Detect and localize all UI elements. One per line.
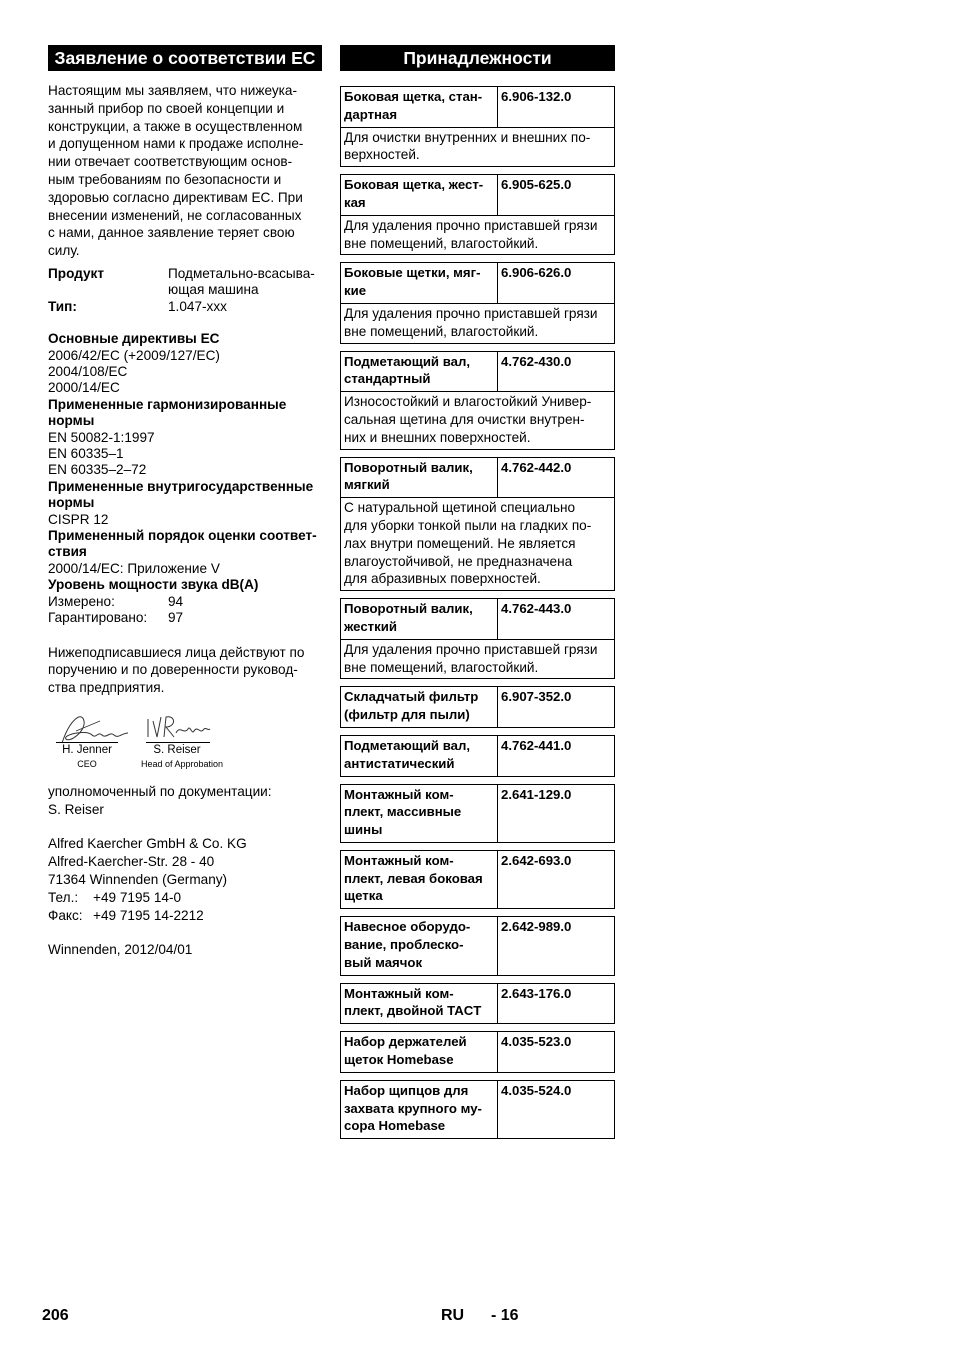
undersigned-line: поручению и по доверенности руковод- xyxy=(48,662,298,678)
national-heading-2: нормы xyxy=(48,495,95,511)
harmonized-item: EN 50082-1:1997 xyxy=(48,429,155,445)
intro-line: внесении изменений, не согласованных xyxy=(48,207,302,223)
intro-line: ным требованиям по безопасности и xyxy=(48,171,282,187)
accessory-description-line: влагоустойчивой, не предназначена xyxy=(344,553,573,569)
intro-line: с нами, данное заявление теряет свою xyxy=(48,225,295,241)
accessory-item xyxy=(340,784,615,843)
accessory-description xyxy=(341,215,614,255)
measured-value: 94 xyxy=(168,593,184,609)
accessory-name xyxy=(341,458,498,498)
undersigned-text xyxy=(48,644,334,697)
accessory-item xyxy=(340,735,615,777)
section-page: - 16 xyxy=(491,1307,519,1324)
intro-line: силу. xyxy=(48,243,80,259)
company-line: Alfred-Kaercher-Str. 28 - 40 xyxy=(48,854,215,870)
accessory-name-line: Монтажный ком- xyxy=(344,852,454,868)
accessory-description-line: вне помещений, влагостойкий. xyxy=(344,323,539,339)
directives-heading: Основные директивы ЕС xyxy=(48,331,220,347)
accessory-item xyxy=(340,850,615,909)
accessory-name-line: (фильтр для пыли) xyxy=(344,707,470,723)
accessory-description-line: лах внутри помещений. Не является xyxy=(344,535,576,551)
procedure-heading: Примененный порядок оценки соответ- xyxy=(48,528,317,544)
intro-line: нии отвечает соответствующим основ- xyxy=(48,154,293,170)
fax-label: Факс: xyxy=(48,907,83,923)
accessory-item xyxy=(340,598,615,679)
measured-row xyxy=(48,594,334,610)
accessory-description-line: сальная щетина для очистки внутрен- xyxy=(344,411,585,427)
company-line: 71364 Winnenden (Germany) xyxy=(48,872,228,888)
guaranteed-label: Гарантировано: xyxy=(48,610,148,626)
accessory-description-line: верхностей. xyxy=(344,147,420,163)
accessory-name xyxy=(341,917,498,974)
signer2-role: Head of Approbation xyxy=(140,758,224,769)
accessory-name-line: Подметающий вал, xyxy=(344,353,471,369)
language-code: RU xyxy=(441,1307,465,1324)
accessory-name-line: Боковая щетка, стан- xyxy=(344,89,483,104)
accessory-description xyxy=(341,127,614,167)
accessory-part-number: 6.906-132.0 xyxy=(501,89,572,104)
product-block xyxy=(48,266,334,315)
accessory-name-line: Монтажный ком- xyxy=(344,786,454,802)
fax-value: +49 7195 14-2212 xyxy=(93,907,204,923)
accessory-part-number: 6.906-626.0 xyxy=(501,265,572,281)
accessory-description xyxy=(341,497,614,590)
accessory-item xyxy=(340,916,615,975)
accessory-name-line: захвата крупного му- xyxy=(344,1100,482,1116)
directive-item: 2000/14/EC xyxy=(48,380,120,396)
accessory-name-line: Набор щипцов для xyxy=(344,1082,469,1098)
accessory-name xyxy=(341,87,498,127)
harmonized-heading-2: нормы xyxy=(48,413,95,429)
procedure-item: 2000/14/EC: Приложение V xyxy=(48,560,220,576)
accessory-name-line: плект, массивные xyxy=(344,804,462,820)
directive-item: 2004/108/EC xyxy=(48,364,128,379)
declaration-intro xyxy=(48,82,334,260)
accessories-list xyxy=(340,86,615,1139)
product-label: Продукт xyxy=(48,265,105,281)
accessory-name-line: мягкий xyxy=(344,477,390,493)
accessory-description-line: Для удаления прочно приставшей грязи xyxy=(344,305,598,321)
accessory-part-number: 6.907-352.0 xyxy=(501,689,572,705)
accessory-description xyxy=(341,391,614,448)
accessory-item xyxy=(340,174,615,255)
procedure-heading-2: ствия xyxy=(48,544,87,560)
accessories-title: Принадлежности xyxy=(340,45,615,71)
accessory-description-line: Износостойкий и влагостойкий Универ- xyxy=(344,394,592,410)
accessory-name-line: жесткий xyxy=(344,618,397,634)
intro-line: здоровью согласно директивам ЕС. При xyxy=(48,189,303,205)
accessory-description-line: для уборки тонкой пыли на гладких по- xyxy=(344,517,592,533)
intro-line: конструкции, а также в осуществленном xyxy=(48,118,303,134)
accessory-part-number: 2.641-129.0 xyxy=(501,786,572,802)
directives-block xyxy=(48,331,334,626)
accessory-part-number: 2.642-989.0 xyxy=(501,919,572,935)
accessory-description-line: С натуральной щетиной специально xyxy=(344,500,576,516)
accessory-name-line: сора Homebase xyxy=(344,1118,446,1134)
accessory-name-line: шины xyxy=(344,822,383,838)
accessory-name-line: Поворотный валик, xyxy=(344,601,473,617)
signer2-name: S. Reiser xyxy=(153,743,201,756)
intro-line: занный прибор по своей концепции и xyxy=(48,100,285,116)
accessory-part-number: 4.762-442.0 xyxy=(501,459,572,475)
product-value-2: ющая машина xyxy=(168,282,259,298)
product-value-1: Подметально-всасыва- xyxy=(168,265,315,281)
accessory-name xyxy=(341,352,498,392)
accessory-part-number: 6.905-625.0 xyxy=(501,177,572,193)
accessory-name xyxy=(341,984,498,1024)
accessory-item xyxy=(340,351,615,450)
authorized-block xyxy=(48,783,334,819)
accessory-name-line: антистатический xyxy=(344,755,455,771)
measured-label: Измерено: xyxy=(48,593,115,609)
accessory-description-line: Для очистки внутренних и внешних по- xyxy=(344,129,591,145)
accessory-part-number: 2.642-693.0 xyxy=(501,852,572,868)
tel-label: Тел.: xyxy=(48,889,79,905)
accessory-name-line: плект, левая боковая xyxy=(344,870,483,886)
accessory-name-line: кие xyxy=(344,283,367,299)
accessory-name-line: Навесное оборудо- xyxy=(344,919,471,935)
accessory-name-line: вание, проблеско- xyxy=(344,937,464,953)
accessory-name xyxy=(341,687,498,727)
harmonized-item: EN 60335–1 xyxy=(48,446,124,462)
declaration-column xyxy=(48,45,334,959)
intro-line: и допущенном нами к продаже исполне- xyxy=(48,136,304,152)
accessory-name-line: плект, двойной TACT xyxy=(344,1003,482,1019)
place-date: Winnenden, 2012/04/01 xyxy=(48,942,193,958)
accessory-part-number: 4.762-441.0 xyxy=(501,737,572,753)
signatures xyxy=(48,709,334,773)
accessory-name xyxy=(341,599,498,639)
accessory-item xyxy=(340,1080,615,1139)
authorized-name: S. Reiser xyxy=(48,801,104,817)
type-row xyxy=(48,299,334,315)
signature-reiser xyxy=(144,711,214,745)
accessory-item xyxy=(340,457,615,592)
company-line: Alfred Kaercher GmbH & Co. KG xyxy=(48,836,247,852)
signature-line-2 xyxy=(146,742,210,743)
declaration-title: Заявление о соответствии ЕС xyxy=(48,45,322,71)
accessory-name-line: щетка xyxy=(344,888,383,904)
harmonized-heading: Примененные гармонизированные xyxy=(48,396,287,412)
accessory-name-line: Набор держателей xyxy=(344,1034,467,1050)
accessory-name xyxy=(341,175,498,215)
signer1-name: H. Jenner xyxy=(62,743,112,756)
authorized-label: уполномоченный по документации: xyxy=(48,783,272,799)
accessory-part-number: 4.762-443.0 xyxy=(501,601,572,617)
accessory-name-line: Подметающий вал, xyxy=(344,737,471,753)
accessory-description-line: них и внешних поверхностей. xyxy=(344,429,531,445)
accessories-column xyxy=(340,45,615,1146)
guaranteed-row xyxy=(48,610,334,626)
guaranteed-value: 97 xyxy=(168,610,184,626)
accessory-description xyxy=(341,639,614,679)
tel-line xyxy=(48,889,334,907)
national-item: CISPR 12 xyxy=(48,511,109,527)
signature-line-1 xyxy=(56,742,118,743)
accessory-item xyxy=(340,262,615,343)
accessory-description-line: Для удаления прочно приставшей грязи xyxy=(344,641,598,657)
page-number: 206 xyxy=(42,1307,69,1324)
undersigned-line: ства предприятия. xyxy=(48,680,165,696)
undersigned-line: Нижеподписавшиеся лица действуют по xyxy=(48,644,305,660)
accessory-item xyxy=(340,983,615,1025)
accessory-item xyxy=(340,86,615,167)
accessory-part-number: 4.035-524.0 xyxy=(501,1082,572,1098)
accessory-item xyxy=(340,686,615,728)
accessory-description-line: для абразивных поверхностей. xyxy=(344,571,541,587)
accessory-name-line: вый маячок xyxy=(344,954,423,970)
intro-line: Настоящим мы заявляем, что нижеука- xyxy=(48,83,298,98)
accessory-name xyxy=(341,736,498,776)
accessory-name-line: Боковые щетки, мяг- xyxy=(344,265,481,281)
accessory-part-number: 4.762-430.0 xyxy=(501,353,572,369)
accessory-name-line: Складчатый фильтр xyxy=(344,689,479,705)
accessory-name xyxy=(341,1032,498,1072)
accessory-name xyxy=(341,263,498,303)
accessory-name-line: кая xyxy=(344,194,366,210)
accessory-name xyxy=(341,785,498,842)
accessory-description-line: Для удаления прочно приставшей грязи xyxy=(344,217,598,233)
accessory-name-line: стандартный xyxy=(344,371,431,387)
accessory-part-number: 4.035-523.0 xyxy=(501,1034,572,1050)
fax-line xyxy=(48,907,334,925)
directive-item: 2006/42/EC (+2009/127/EC) xyxy=(48,347,220,363)
national-heading: Примененные внутригосударственные xyxy=(48,478,314,494)
accessory-name-line: Монтажный ком- xyxy=(344,985,454,1001)
accessory-name-line: Поворотный валик, xyxy=(344,459,473,475)
harmonized-item: EN 60335–2–72 xyxy=(48,462,147,478)
company-block xyxy=(48,835,334,924)
accessory-description-line: вне помещений, влагостойкий. xyxy=(344,235,539,251)
accessory-name xyxy=(341,851,498,908)
type-value: 1.047-xxx xyxy=(168,298,227,314)
accessory-name xyxy=(341,1081,498,1138)
accessory-item xyxy=(340,1031,615,1073)
accessory-name-line: Боковая щетка, жест- xyxy=(344,177,484,193)
signer1-role: CEO xyxy=(77,758,97,769)
accessory-part-number: 2.643-176.0 xyxy=(501,985,572,1001)
sound-heading: Уровень мощности звука dB(A) xyxy=(48,577,259,593)
accessory-description-line: вне помещений, влагостойкий. xyxy=(344,659,539,675)
accessory-name-line: дартная xyxy=(344,106,398,122)
tel-value: +49 7195 14-0 xyxy=(93,889,182,905)
product-row xyxy=(48,266,334,299)
accessory-name-line: щеток Homebase xyxy=(344,1052,454,1068)
accessory-description xyxy=(341,303,614,343)
type-label: Тип: xyxy=(48,298,77,314)
